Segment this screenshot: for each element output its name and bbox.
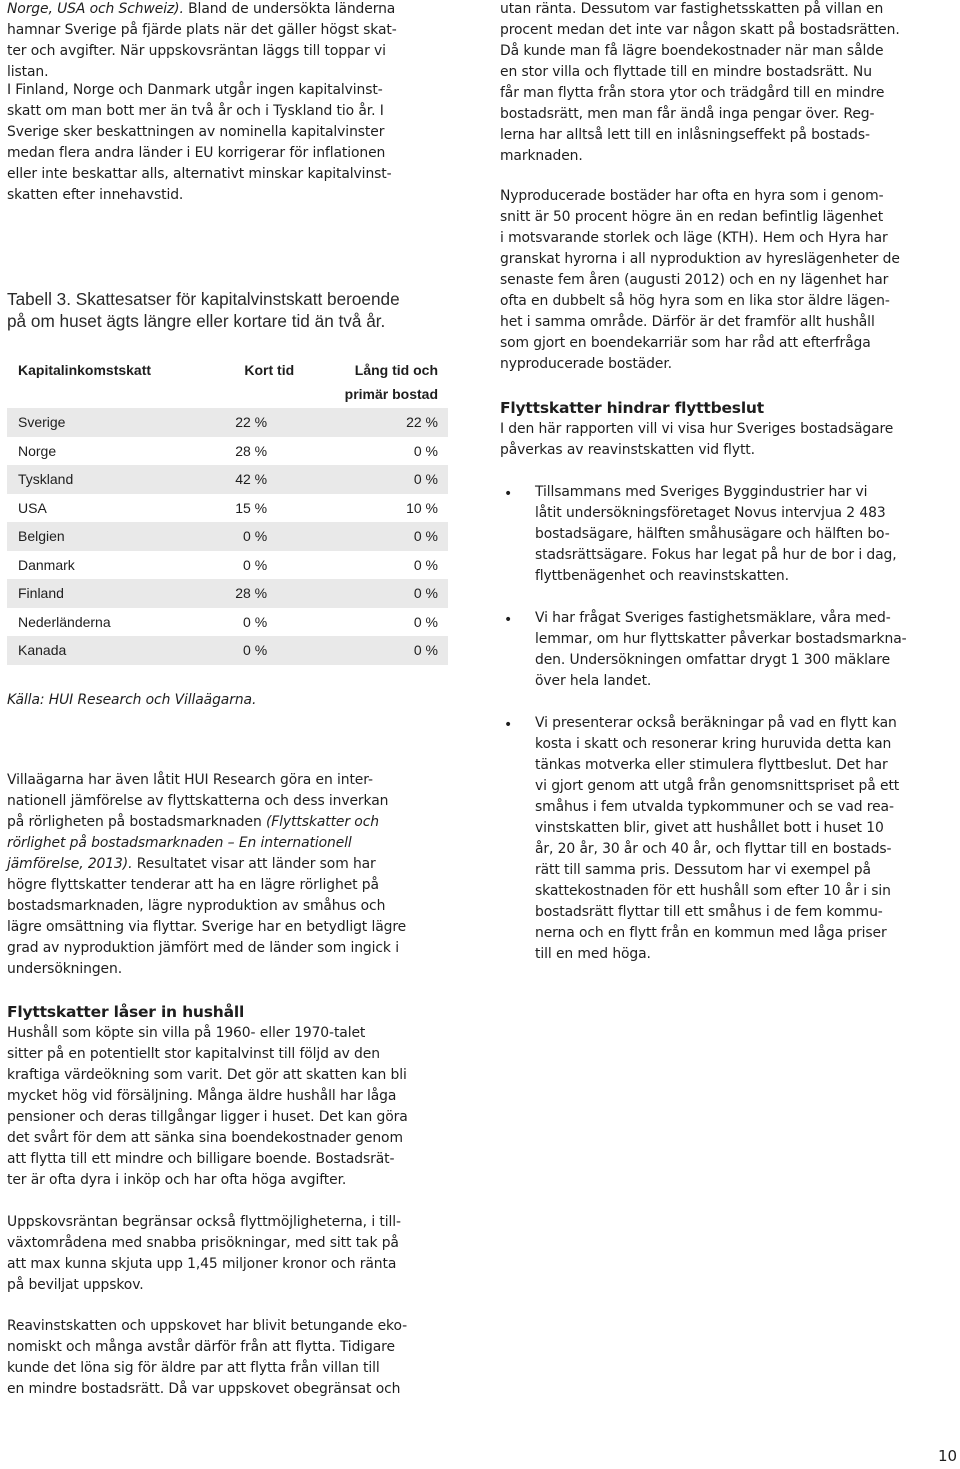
header-long-term [297, 352, 448, 408]
long-term-cell: 22 % [406, 414, 438, 431]
table-source: Källa: HUI Research och Villaägarna. [7, 692, 257, 708]
long-term-cell: 0 % [413, 471, 438, 488]
page-number: 10 [938, 1447, 958, 1465]
table-caption: Tabell 3. Skattesatser för kapitalvinstskatt beroende på om huset ägts längre eller kortare tid än två år. [7, 289, 400, 331]
short-term-cell: 15 % [235, 499, 268, 516]
table-row [7, 579, 448, 608]
short-term-cell: 28 % [235, 585, 268, 602]
country-cell: Norge [18, 442, 57, 459]
intro-text: Bland de undersökta länderna hamnar Sverige på fjärde plats när det gäller högst skat- ter och avgifter. När uppskovsräntan läggs till toppar vi listan. [7, 1, 397, 80]
survey-bullet-list [500, 482, 945, 965]
bullet-text: Vi presenterar också beräkningar på vad en flytt kan kosta i skatt och resonerar kring huruvida detta kan tänkas motverka eller stimulera flyttbeslut. Det har vi gjort genom att utgå från genomsnittspriset på ett småhus i fem utvalda typkommuner och se vad rea- vinstskatten blir, givet att hushållet bott i huset 10 år, 20 år, 30 år och 40 år, och flyttar till en bostads- rätt till samma pris. Dessutom har vi exempel på skattekostnaden för ett hushåll som efter 10 år i sin bostadsrätt flyttar till ett småhus i de fem kommu- nerna och en flytt från en kommun med låga priser till en med höga. [535, 715, 900, 962]
header-capital-income-tax: Kapitalinkomstskatt [18, 362, 152, 378]
paragraph-hui-comparison [7, 770, 452, 980]
country-cell: Nederländerna [18, 613, 111, 630]
table-row [7, 522, 448, 551]
country-cell: USA [18, 499, 47, 516]
bullet-icon: • [504, 486, 513, 502]
bullet-text: Tillsammans med Sveriges Byggindustrier har vi låtit undersökningsföretaget Novus intervjua 2 483 bostadsägare, hälften småhusägare och hälften bo- stadsrättsägare. Fokus har legat på hur de bor i dag, flyttbenägenhet och reavinstskatten. [535, 484, 897, 584]
table-row [7, 494, 448, 523]
paragraph-new-construction: Nyproducerade bostäder har ofta en hyra som i genom- snitt är 50 procent högre än en redan befintlig lägenhet i motsvarande storlek och läge (KTH). Hem och Hyra har granskat hyrorna i all nyproduktion av hyreslägenheter de senaste fem åren (augusti 2012) och en ny lägenhet har ofta en dubbelt så hög hyra som en lika stor äldre lägen- het i samma område. Därför är det framför allt hushåll som gjort en boendekarriär som har råd att efterfråga nyproducerade bostäder. [500, 188, 900, 372]
short-term-cell: 0 % [243, 556, 268, 573]
table-row [7, 636, 448, 665]
list-item [500, 608, 945, 692]
list-item [500, 713, 945, 965]
table-header-row [7, 352, 448, 408]
bullet-icon: • [504, 717, 513, 733]
hui-report-title: (Flyttskatter och rörlighet på bostadsmarknaden – En internationell jämförelse, 2013). [7, 814, 379, 872]
header-short-term: Kort tid [244, 362, 295, 378]
long-term-cell: 0 % [413, 642, 438, 659]
hui-text-b: Resultatet visar att länder som har högre flyttskatter tenderar att ha en lägre rörlighet på bostadsmarknaden, lägre nyproduktion av småhus och lägre omsättning via flyttar. Sverige har en betydligt lägre grad av nyproduktion jämfört med de länder som ingick i undersökningen. [7, 856, 407, 977]
country-cell: Danmark [18, 556, 75, 573]
short-term-cell: 42 % [235, 471, 268, 488]
tax-rate-table [7, 352, 448, 665]
paragraph-capital-gains-burden: Reavinstskatten och uppskovet har blivit betungande eko- nomiskt och många avstår därför från att flytta. Tidigare kunde det löna sig för äldre par att flytta från villan till en mindre bostadsrätt. Då var uppskovet obegränsat och [7, 1318, 408, 1397]
short-term-cell: 0 % [243, 528, 268, 545]
table-row [7, 608, 448, 637]
paragraph-report-intro: I den här rapporten vill vi visa hur Sveriges bostadsägare påverkas av reavinstskatten vid flytt. [500, 421, 894, 458]
intro-paragraph [7, 0, 452, 83]
list-item [500, 482, 945, 587]
long-term-cell: 0 % [413, 528, 438, 545]
table-row [7, 551, 448, 580]
table-row [7, 437, 448, 466]
long-term-cell: 0 % [413, 442, 438, 459]
header-long-term-line1: Lång tid och [354, 362, 438, 378]
paragraph-deferral-interest: Uppskovsräntan begränsar också flyttmöjligheterna, i till- växtområdena med snabba prisökningar, med sitt tak på att max kunna skjuta upp 1,45 miljoner kronor och ränta på beviljat uppskov. [7, 1214, 401, 1293]
country-cell: Belgien [18, 528, 65, 545]
paragraph-capital-gains: I Finland, Norge och Danmark utgår ingen kapitalvinst- skatt om man bott mer än två år och i Tyskland tio år. I Sverige sker beskattningen av nominella kapitalvinster medan flera andra länder i EU korrigerar för inflationen eller inte beskattar alls, alternativt minskar kapitalvinst- skatten efter innehavstid. [7, 82, 392, 203]
heading-locked-households: Flyttskatter låser in hushåll [7, 1003, 245, 1021]
paragraph-households: Hushåll som köpte sin villa på 1960- eller 1970-talet sitter på en potentiellt stor kapitalvinst till följd av den kraftiga värdeökning som varit. Det gör att skatten kan bli mycket hög vid försäljning. Många äldre hushåll har låga pensioner och deras tillgångar ligger i huset. Det kan göra det svårt för dem att sänka sina boendekostnader genom att flytta till ett mindre och billigare boende. Bostadsrät- ter är ofta dyra i inköp och har ofta höga avgifter. [7, 1025, 408, 1188]
table-row [7, 465, 448, 494]
long-term-cell: 0 % [413, 556, 438, 573]
short-term-cell: 0 % [243, 642, 268, 659]
header-long-term-line2: primär bostad [344, 386, 438, 402]
bullet-icon: • [504, 612, 513, 628]
hui-text-a: Villaägarna har även låtit HUI Research göra en inter- nationell jämförelse av flyttskatterna och dess inverkan på rörligheten på bostadsmarknaden [7, 772, 389, 830]
paragraph-property-tax: utan ränta. Dessutom var fastighetsskatten på villan en procent medan det inte var någon skatt på bostadsrätten. Då kunde man få lägre boendekostnader när man sålde en stor villa och flyttade till en mindre bostadsrätt. Nu får man flytta från stora ytor och trädgård till en mindre bostadsrätt, men man får ändå inga pengar över. Reg- lerna har alltså lett till en inlåsningseffekt på bostads- marknaden. [500, 1, 900, 164]
long-term-cell: 10 % [406, 499, 438, 516]
intro-italic: Norge, USA och Schweiz). [7, 1, 184, 17]
long-term-cell: 0 % [413, 585, 438, 602]
bullet-text: Vi har frågat Sveriges fastighetsmäklare, våra med- lemmar, om hur flyttskatter påverkar bostadsmarkna- den. Undersökningen omfattar drygt 1 300 mäklare över hela landet. [535, 610, 907, 689]
table-row [7, 408, 448, 437]
country-cell: Kanada [18, 642, 67, 659]
long-term-cell: 0 % [413, 613, 438, 630]
short-term-cell: 22 % [235, 414, 268, 431]
country-cell: Tyskland [18, 471, 74, 488]
country-cell: Sverige [18, 414, 66, 431]
heading-moving-decisions: Flyttskatter hindrar flyttbeslut [500, 399, 764, 417]
country-cell: Finland [18, 585, 64, 602]
short-term-cell: 0 % [243, 613, 268, 630]
short-term-cell: 28 % [235, 442, 268, 459]
